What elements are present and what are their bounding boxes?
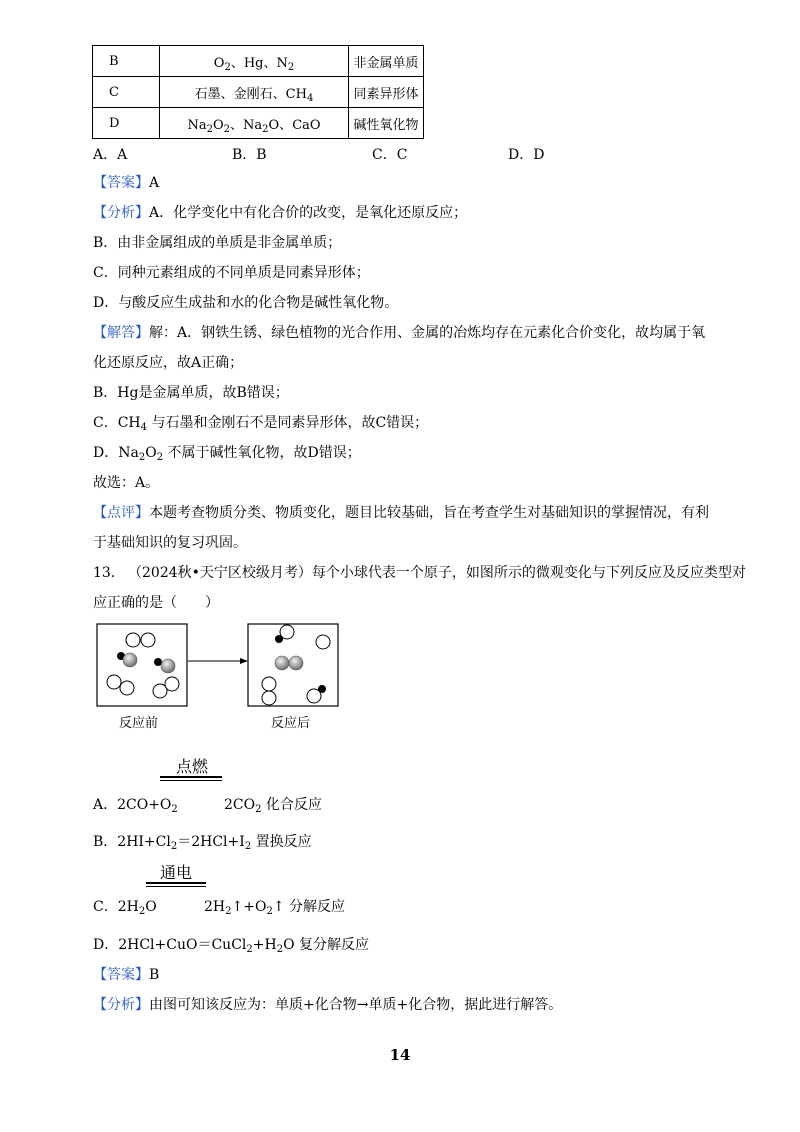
table-cell: B <box>93 46 160 77</box>
answer-line: 【答案】A <box>93 175 160 191</box>
comment-line: 【点评】本题考查物质分类、物质变化，题目比较基础，旨在考查学生对基础知识的掌握情况，有利 <box>93 505 709 521</box>
table-cell: 碱性氧化物 <box>349 108 424 139</box>
answer-tag: 【答案】 <box>93 175 149 191</box>
caption-after: 反应后 <box>271 716 311 731</box>
table-row <box>93 77 424 108</box>
atom-white <box>262 691 276 705</box>
equals-bar <box>146 882 206 884</box>
comment-line-2: 于基础知识的复习巩固。 <box>93 535 247 551</box>
table-cell: 同素异形体 <box>349 77 424 108</box>
atom-white <box>280 625 294 639</box>
table-cell: C <box>93 77 160 108</box>
condition-ignite: 点燃 <box>176 757 209 776</box>
solve-line-2: 化还原反应，故A正确； <box>93 355 244 371</box>
answer-tag: 【答案】 <box>93 967 149 983</box>
atom-white <box>141 633 155 647</box>
table-cell: D <box>93 108 160 139</box>
question-stem: （2024秋•天宁区校级月考）每个小球代表一个原子，如图所示的微观变化与下列反应及反应类型对 <box>128 565 746 581</box>
choose-line: 故选：A。 <box>93 475 160 491</box>
atom-white <box>120 681 134 695</box>
question-stem-2: 应正确的是（ ） <box>93 595 219 611</box>
solve-d: D．$Na_2O_2$ 不属于碱性氧化物，故D错误； <box>93 445 361 463</box>
atom-white <box>165 677 179 691</box>
equals-bar <box>160 780 222 781</box>
question-number: 13． <box>93 565 125 581</box>
comment-tag: 【点评】 <box>93 505 149 521</box>
analysis-tag: 【分析】 <box>93 997 149 1013</box>
q13-option-c-product: $2H_2↑+O_2↑$ 分解反应 <box>204 899 346 917</box>
caption-before: 反应前 <box>119 716 159 731</box>
analysis-d: D．与酸反应生成盐和水的化合物是碱性氧化物。 <box>93 295 399 311</box>
atom-white <box>316 635 330 649</box>
atom-grey <box>275 656 289 670</box>
table-row <box>93 108 424 139</box>
solve-tag: 【解答】 <box>93 325 149 341</box>
q13-option-b: B．$2HI+Cl_2=2HCl+I_2$ 置换反应 <box>93 834 312 852</box>
atom-white <box>262 677 276 691</box>
solve-c: C．$CH_4$ 与石墨和金刚石不是同素异形体，故C错误； <box>93 415 429 433</box>
option-c: C．C <box>372 147 408 163</box>
analysis-b: B．由非金属组成的单质是非金属单质； <box>93 235 342 251</box>
q13-option-d: D．$2HCl+CuO=CuCl_2+H_2O$ 复分解反应 <box>93 937 370 955</box>
atom-white <box>126 633 140 647</box>
q13-answer-line: 【答案】B <box>93 967 160 983</box>
q13-option-a: A．$2CO+O_2$ <box>93 797 178 815</box>
table-cell: $O_2$、Hg、$N_2$ <box>160 46 349 77</box>
q13-option-a-product: $2CO_2$ 化合反应 <box>224 797 322 815</box>
analysis-c: C．同种元素组成的不同单质是同素异形体； <box>93 265 370 281</box>
solve-b: B．Hg是金属单质，故B错误； <box>93 385 289 401</box>
atom-white <box>307 689 321 703</box>
option-a: A．A <box>93 147 128 163</box>
atom-grey <box>289 656 303 670</box>
analysis-tag: 【分析】 <box>93 205 149 221</box>
atom-grey <box>161 659 175 673</box>
option-d: D．D <box>508 147 545 163</box>
reaction-diagram <box>92 620 352 710</box>
table-row <box>93 46 424 77</box>
q13-option-c: C．$2H_2O$ <box>93 899 157 917</box>
analysis-line: 【分析】A．化学变化中有化合价的改变，是氧化还原反应； <box>93 205 468 221</box>
arrow-head <box>240 658 248 664</box>
table-cell: 非金属单质 <box>349 46 424 77</box>
table-cell: $Na_2O_2$、$Na_2O$、CaO <box>160 108 349 139</box>
equals-bar <box>160 776 222 778</box>
table-cell: 石墨、金刚石、$CH_4$ <box>160 77 349 108</box>
condition-electrify: 通电 <box>160 863 193 882</box>
q13-analysis-line: 【分析】由图可知该反应为：单质+化合物→单质+化合物，据此进行解答。 <box>93 997 563 1013</box>
page-number: 14 <box>389 1046 411 1064</box>
solve-line: 【解答】解：A．钢铁生锈、绿色植物的光合作用、金属的冶炼均存在元素化合价变化，故均属于氧 <box>93 325 706 341</box>
options-table <box>92 45 424 139</box>
equals-bar <box>146 886 206 887</box>
atom-white <box>107 675 121 689</box>
option-b: B．B <box>232 147 267 163</box>
atom-grey <box>123 653 137 667</box>
